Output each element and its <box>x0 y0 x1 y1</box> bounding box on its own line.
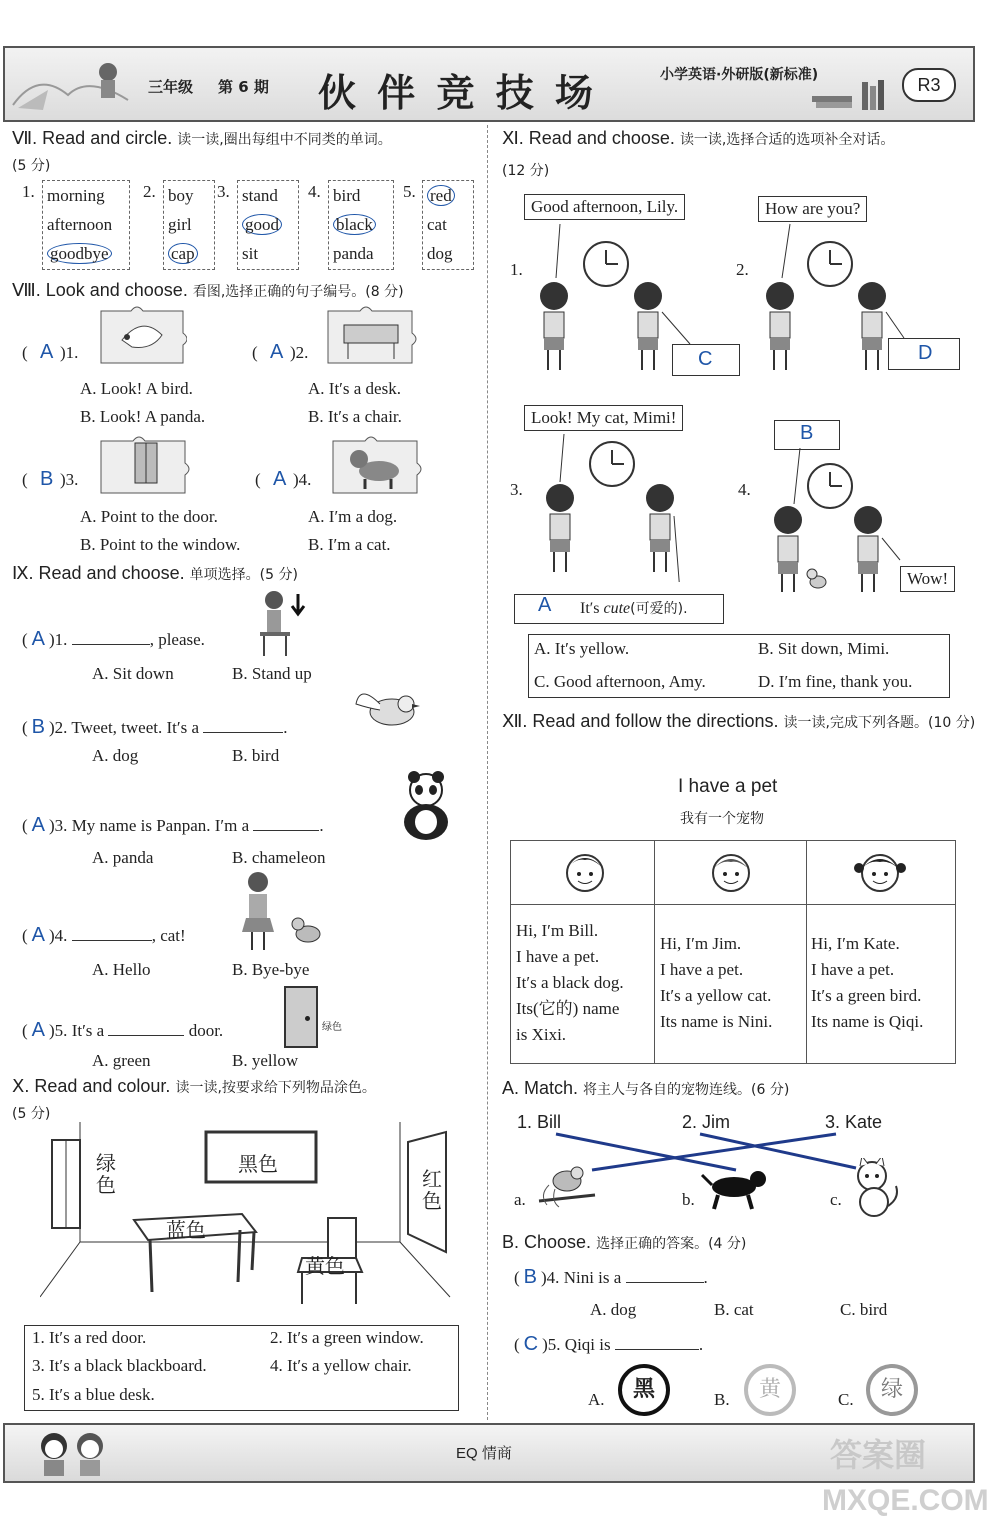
owner-jim[interactable]: 2. Jim <box>682 1112 731 1132</box>
question-text: Nini is a <box>563 1268 626 1287</box>
question-num: )4. <box>541 1268 560 1287</box>
word: afternoon <box>47 215 113 234</box>
s7-group-4-num: 4. <box>308 182 321 201</box>
s7-group-5-num: 5. <box>403 182 416 201</box>
option-b[interactable]: B. bird <box>232 746 280 765</box>
scene-3-picture <box>530 432 730 582</box>
desk-puzzle-icon <box>324 305 418 367</box>
header-series: 小学英语·外研版(新标准) <box>660 67 819 83</box>
answer-mark: A <box>538 594 552 616</box>
green-colour-seal: 绿 <box>866 1364 918 1416</box>
colour-sentence: 1. It′s a red door. <box>32 1328 147 1347</box>
question-num: )2. <box>290 343 309 362</box>
passage-line: It′s a yellow cat. <box>660 986 772 1005</box>
dialog-option: C. Good afternoon, Amy. <box>534 672 706 691</box>
kate-text <box>811 931 923 1035</box>
s7-group-1-num: 1. <box>22 182 35 201</box>
passage-line: It′s a green bird. <box>811 986 922 1005</box>
scene-3-num: 3. <box>510 480 523 499</box>
section-10-title: Ⅹ. Read and colour. 读一读,按要求给下列物品涂色。 <box>12 1076 376 1096</box>
passage-line: Its(它的) name <box>516 999 620 1018</box>
scene-2-num: 2. <box>736 260 749 279</box>
option-a[interactable]: A. Look! A bird. <box>80 379 193 398</box>
option-b[interactable]: B. Stand up <box>232 664 312 683</box>
girl-sitting-icon <box>252 588 312 658</box>
word: goodbye <box>47 243 112 264</box>
reply-gloss: (可爱的). <box>630 601 688 617</box>
question-text: , please. <box>149 630 205 649</box>
option-b[interactable]: B. cat <box>714 1300 754 1319</box>
jim-face-icon <box>708 846 754 896</box>
section-10-score: (5 分) <box>12 1106 51 1122</box>
s8-item-2 <box>252 305 482 435</box>
bird-puzzle-icon <box>97 305 187 367</box>
answer-blank[interactable] <box>72 940 152 941</box>
cat-pet-icon <box>850 1158 904 1220</box>
dialog-option: B. Sit down, Mimi. <box>758 639 890 658</box>
option-a[interactable]: A. It′s a desk. <box>308 379 401 398</box>
s9-q2: ( B )2. Tweet, tweet. It′s a . <box>22 716 288 738</box>
word: black <box>333 214 376 235</box>
paren-open: ( <box>22 343 28 362</box>
pet-letter-a: a. <box>514 1190 526 1209</box>
answer-mark[interactable]: C <box>523 1333 539 1355</box>
board-color-label: 黑色 <box>238 1152 278 1176</box>
passage-title-zh: 我有一个宠物 <box>680 811 764 827</box>
s9-q5: ( A )5. It′s a door. <box>22 1019 224 1041</box>
word: good <box>242 214 282 235</box>
question-text: door. <box>184 1021 224 1040</box>
option-b[interactable]: B. I′m a cat. <box>308 535 391 554</box>
passage-line: Hi, I′m Kate. <box>811 934 900 953</box>
word: cat <box>427 215 447 234</box>
section-7-title: Ⅶ. Read and circle. 读一读,圈出每组中不同类的单词。 <box>12 128 392 148</box>
passage-line: I have a pet. <box>660 960 744 979</box>
s7-group-3-num: 3. <box>217 182 230 201</box>
word: stand <box>242 186 278 205</box>
dog-puzzle-icon <box>329 435 423 497</box>
s7-group-4 <box>328 180 394 270</box>
word: boy <box>168 186 194 205</box>
reply-emphasis: cute <box>603 600 631 617</box>
door-color-label-x: 红色 <box>422 1167 442 1213</box>
column-divider <box>487 125 488 1420</box>
question-num: )3. <box>49 816 68 835</box>
pet-letter-b: b. <box>682 1190 695 1209</box>
word: panda <box>333 244 374 263</box>
word: sit <box>242 244 259 263</box>
word: bird <box>333 186 361 205</box>
section-9-title: Ⅸ. Read and choose. 单项选择。(5 分) <box>12 563 298 583</box>
question-num: )5. <box>49 1021 68 1040</box>
s7-group-5 <box>422 180 474 270</box>
answer-blank[interactable] <box>615 1349 699 1350</box>
word: girl <box>168 215 192 234</box>
colour-sentence: 4. It′s a yellow chair. <box>270 1356 412 1375</box>
books-icon <box>810 78 900 114</box>
answer-mark[interactable]: A <box>40 341 54 363</box>
scene-4-num: 4. <box>738 480 751 499</box>
bird-pet-icon <box>535 1155 599 1211</box>
black-colour-seal: 黑 <box>618 1364 670 1416</box>
question-text: Qiqi is <box>564 1335 615 1354</box>
passage-line: Its name is Nini. <box>660 1012 773 1031</box>
door-picture <box>284 986 318 1048</box>
dog-pet-icon <box>700 1165 770 1211</box>
section-7-score: (5 分) <box>12 158 51 174</box>
window-color-label: 绿色 <box>96 1151 116 1197</box>
answer-mark[interactable]: A <box>270 341 284 363</box>
answer-mark[interactable]: A <box>31 1019 46 1041</box>
bill-face-icon <box>562 846 608 896</box>
option-a[interactable]: A. dog <box>92 746 139 765</box>
scene-1-bubble: Good afternoon, Lily. <box>524 194 685 220</box>
scene-1-num: 1. <box>510 260 523 279</box>
s8-item-1 <box>22 305 242 435</box>
match-title: A. Match. 将主人与各自的宠物连线。(6 分) <box>502 1078 790 1098</box>
panda-icon <box>394 768 458 842</box>
option-b[interactable]: B. Point to the window. <box>80 535 241 554</box>
paren-open: ( <box>252 343 258 362</box>
word: dog <box>427 244 453 263</box>
watermark-logo: 答案圈 <box>830 1436 927 1474</box>
header-issue: 第 6 期 <box>218 78 269 96</box>
option-a[interactable]: A. I′m a dog. <box>308 507 398 526</box>
reply-text: It′s <box>580 600 604 617</box>
s8-item-3 <box>22 435 242 565</box>
answer-mark[interactable]: B <box>523 1266 538 1288</box>
s7-group-1 <box>42 180 130 270</box>
answer-mark[interactable]: A <box>31 628 46 650</box>
s7-group-2 <box>163 180 215 270</box>
question-num: )4. <box>49 926 68 945</box>
colour-sentence: 3. It′s a black blackboard. <box>32 1356 207 1375</box>
desk-color-label: 蓝色 <box>166 1218 206 1242</box>
bill-text <box>516 918 624 1048</box>
s8-item-4 <box>255 435 485 565</box>
circled-word[interactable] <box>427 181 473 210</box>
answer-mark: D <box>918 342 933 364</box>
answer-blank[interactable] <box>626 1282 704 1283</box>
header-page-tag: R3 <box>902 68 956 102</box>
header-grade: 三年级 <box>148 78 194 96</box>
option-b[interactable]: B. It′s a chair. <box>308 407 402 426</box>
chair-color-label: 黄色 <box>305 1254 345 1278</box>
question-text: . <box>319 816 324 835</box>
s9-q1: ( A )1. , please. <box>22 628 205 650</box>
paren-open: ( <box>22 470 28 489</box>
s7-group-3 <box>237 180 299 270</box>
kids-icon <box>34 1428 114 1478</box>
window-puzzle-icon <box>97 435 191 497</box>
answer-mark[interactable]: B <box>31 716 46 738</box>
paren-open: ( <box>255 470 261 489</box>
header-decoration-icon <box>8 50 138 114</box>
owner-bill[interactable]: 1. Bill <box>517 1112 562 1132</box>
header-title: 伙 伴 竞 技 场 <box>318 71 597 115</box>
answer-blank[interactable] <box>253 830 319 831</box>
choose-title: B. Choose. 选择正确的答案。(4 分) <box>502 1232 747 1252</box>
question-text: My name is Panpan. I′m a <box>71 816 254 835</box>
watermark-text: MXQE.COM <box>822 1484 989 1517</box>
door-knob-icon <box>305 1016 310 1021</box>
passage-line: Hi, I′m Jim. <box>660 934 742 953</box>
passage-line: It′s a black dog. <box>516 973 624 992</box>
question-num: )5. <box>542 1335 561 1354</box>
word: cap <box>168 243 198 264</box>
table-divider <box>806 840 807 1064</box>
s9-q3: ( A )3. My name is Panpan. I′m a . <box>22 814 324 836</box>
option-c[interactable]: C. <box>838 1390 854 1409</box>
answer-blank[interactable] <box>203 732 283 733</box>
question-num: )2. <box>49 718 68 737</box>
passage-line: Its name is Qiqi. <box>811 1012 924 1031</box>
colour-sentence: 2. It′s a green window. <box>270 1328 424 1347</box>
answer-mark: B <box>800 422 814 444</box>
pet-letter-c: c. <box>830 1190 842 1209</box>
passage-line: is Xixi. <box>516 1025 567 1044</box>
option-a[interactable]: A. Hello <box>92 960 151 979</box>
colour-sentence: 5. It′s a blue desk. <box>32 1385 155 1404</box>
girl-and-cat-icon <box>232 870 328 952</box>
option-a[interactable]: A. Sit down <box>92 664 174 683</box>
passage-line: I have a pet. <box>516 947 600 966</box>
section-11-title: Ⅺ. Read and choose. 读一读,选择合适的选项补全对话。 <box>502 128 895 148</box>
s9-q4: ( A )4. , cat! <box>22 924 186 946</box>
word: morning <box>47 186 105 205</box>
answer-mark[interactable]: A <box>31 924 46 946</box>
option-b[interactable]: B. chameleon <box>232 848 326 867</box>
scene-3-bubble: Look! My cat, Mimi! <box>524 405 683 431</box>
table-divider <box>510 904 956 905</box>
question-num: )3. <box>60 470 79 489</box>
option-a[interactable]: A. <box>588 1390 605 1409</box>
dialog-option: D. I′m fine, thank you. <box>758 672 913 691</box>
kate-face-icon <box>852 846 908 896</box>
option-b[interactable]: B. <box>714 1390 730 1409</box>
table-divider <box>654 840 655 1064</box>
section-8-title: Ⅷ. Look and choose. 看图,选择正确的句子编号。(8 分) <box>12 280 404 300</box>
question-text: . <box>283 718 288 737</box>
s7-group-2-num: 2. <box>143 182 156 201</box>
option-a[interactable]: A. panda <box>92 848 154 867</box>
bird-icon <box>350 684 430 740</box>
question-num: )1. <box>60 343 79 362</box>
option-a[interactable]: A. green <box>92 1051 151 1070</box>
option-a[interactable]: A. Point to the door. <box>80 507 218 526</box>
option-b[interactable]: B. yellow <box>232 1051 299 1070</box>
section-12-title: Ⅻ. Read and follow the directions. 读一读,完成下列各题。(10 分) <box>502 711 976 731</box>
answer-mark[interactable]: A <box>31 814 46 836</box>
scene-2-bubble: How are you? <box>758 196 867 222</box>
door-color-label: 绿色 <box>322 1022 342 1033</box>
jim-text <box>660 931 772 1035</box>
answer-mark[interactable]: B <box>40 468 54 490</box>
option-b[interactable]: B. Bye-bye <box>232 960 310 979</box>
question-text: It′s a <box>71 1021 109 1040</box>
yellow-colour-seal: 黄 <box>744 1364 796 1416</box>
footer-label: EQ 情商 <box>456 1445 512 1462</box>
dialog-option: A. It′s yellow. <box>534 639 630 658</box>
passage-line: I have a pet. <box>811 960 895 979</box>
scene-4-bubble: Wow! <box>900 566 955 592</box>
passage-title: I have a pet <box>678 776 778 797</box>
answer-mark[interactable]: A <box>273 468 287 490</box>
circled-word[interactable] <box>242 210 298 239</box>
question-text: Tweet, tweet. It′s a <box>71 718 204 737</box>
answer-mark: C <box>698 348 713 370</box>
question-text: , cat! <box>151 926 186 945</box>
circled-word[interactable] <box>47 239 129 268</box>
answer-blank[interactable] <box>72 644 150 645</box>
circled-word[interactable] <box>333 210 393 239</box>
option-a[interactable]: A. dog <box>590 1300 637 1319</box>
question-num: )4. <box>293 470 312 489</box>
section-11-score: (12 分) <box>502 163 550 179</box>
word: red <box>427 185 455 206</box>
passage-line: Hi, I′m Bill. <box>516 921 599 940</box>
question-num: )1. <box>49 630 68 649</box>
answer-blank[interactable] <box>108 1035 184 1036</box>
circled-word[interactable] <box>168 239 214 268</box>
owner-kate[interactable]: 3. Kate <box>825 1112 883 1132</box>
scene-3-reply <box>580 598 688 618</box>
s12-q5: ( C )5. Qiqi is . <box>514 1333 704 1355</box>
option-c[interactable]: C. bird <box>840 1300 888 1319</box>
s12-q4: ( B )4. Nini is a . <box>514 1266 708 1288</box>
option-b[interactable]: B. Look! A panda. <box>80 407 206 426</box>
